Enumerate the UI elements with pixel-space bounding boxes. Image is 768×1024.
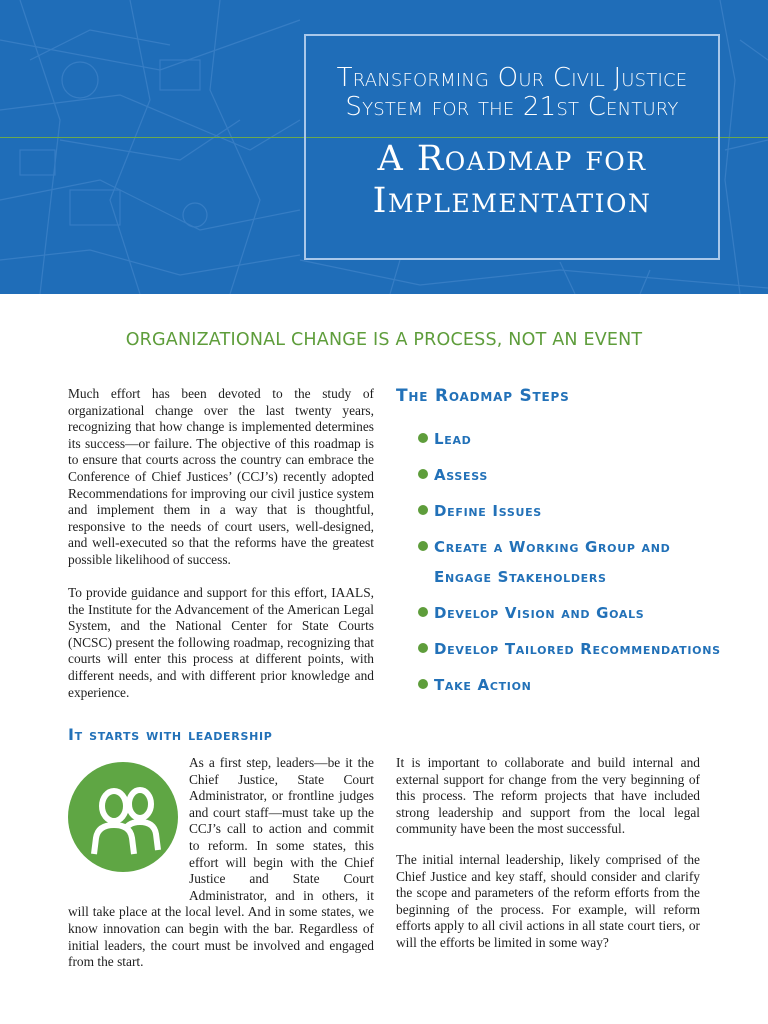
roadmap-step — [418, 496, 721, 532]
icon-text-wrap-spacer — [68, 755, 189, 888]
bullet-icon — [418, 607, 428, 617]
collaboration-paragraph: It is important to collaborate and build internal and external support for change from the very beginning of this process. The reform projects that have included strong leadership and support from the local legal community have been the most successful. — [396, 755, 700, 837]
step-label-continued: Engage Stakeholders — [434, 568, 607, 586]
main-title — [306, 138, 718, 222]
main-title-line2: Implementation — [372, 181, 652, 221]
intro-paragraph-2: To provide guidance and support for this effort, IAALS, the Institute for the Advancement of the American Legal System, and the National Center for State Courts (NCSC) present the following roadmap, recognizing that courts will enter this process at different points, with different needs, and with different prior knowledge and experience. — [68, 585, 374, 700]
step-label: Assess — [434, 466, 489, 484]
roadmap-steps-title: The Roadmap Steps — [396, 386, 570, 406]
header-banner — [0, 0, 768, 294]
internal-leadership-paragraph: The initial internal leadership, likely comprised of the Chief Justice and key staff, should consider and clarify the scope and parameters of the reform efforts from the beginning of the process. For example, will reform efforts apply to all civil actions in all state court tiers, or will the efforts be limited in some way? — [396, 852, 700, 950]
section-heading: ORGANIZATIONAL CHANGE IS A PROCESS, NOT AN EVENT — [125, 330, 643, 350]
step-label: Define Issues — [434, 502, 542, 520]
roadmap-step — [418, 670, 721, 706]
series-title-line1: Transforming Our Civil Justice — [336, 63, 688, 93]
roadmap-step — [418, 598, 721, 634]
roadmap-step — [418, 424, 721, 460]
step-label: Develop Vision and Goals — [434, 604, 645, 622]
leadership-heading: It starts with leadership — [68, 725, 273, 744]
step-label: Create a Working Group and — [434, 538, 671, 556]
step-label: Lead — [434, 430, 472, 448]
roadmap-step — [418, 532, 721, 598]
bullet-icon — [418, 541, 428, 551]
roadmap-steps-list — [418, 424, 721, 706]
leadership-paragraph-text: As a first step, leaders—be it the Chief Justice, State Court Administrator, or frontline judges and court staff—must take up the CCJ’s call to action and commit to reform. In some states, this effort will begin with the Chief Justice and State Court Administrator, and in others, it will take place at the local level. And in some states, we know innovation can begin with the bar. Regardless of initial leaders, the court must be involved and engaged from the start. — [68, 755, 374, 970]
roadmap-step — [418, 460, 721, 496]
bullet-icon — [418, 505, 428, 515]
step-label: Take Action — [434, 676, 532, 694]
roadmap-step — [418, 634, 721, 670]
intro-paragraph-1: Much effort has been devoted to the study of organizational change over the last twenty years, recognizing that how change is implemented determines its success—or failure. The objective of this roadmap is to ensure that courts across the country can embrace the Conference of Chief Justices’ (CCJ’s) recently adopted Recommendations for improving our civil justice system and implement them in a way that is thoughtful, responsive to the needs of court users, well-designed, and well-executed so that the reforms have the greatest possible likelihood of success. — [68, 386, 374, 567]
main-title-line1: A Roadmap for — [377, 139, 647, 179]
title-frame — [304, 34, 720, 260]
bullet-icon — [418, 469, 428, 479]
series-title-line2: System for the 21st Century — [345, 92, 679, 122]
leadership-paragraph — [68, 755, 374, 971]
bullet-icon — [418, 433, 428, 443]
step-label: Develop Tailored Recommendations — [434, 640, 721, 658]
bullet-icon — [418, 679, 428, 689]
bullet-icon — [418, 643, 428, 653]
series-title — [306, 64, 718, 122]
